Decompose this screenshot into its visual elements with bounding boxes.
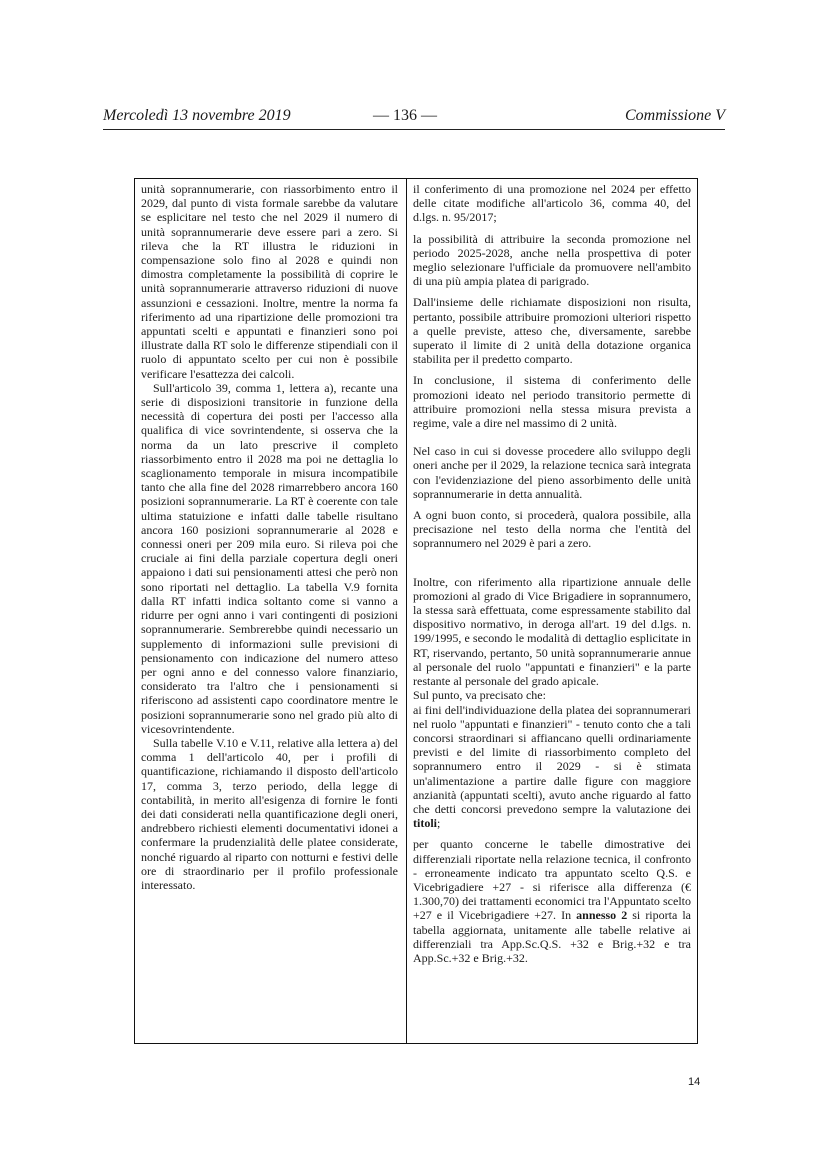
right-paragraph: A ogni buon conto, si procederà, qualora possibile, alla precisazione nel testo della norma che l'entità del soprannumero nel 2029 è pari a zero.: [413, 508, 691, 551]
right-paragraph: il conferimento di una promozione nel 2024 per effetto delle citate modifiche all'articolo 36, comma 40, del d.lgs. n. 95/2017;: [413, 182, 691, 225]
right-column: [413, 182, 691, 972]
left-paragraph: unità soprannumerarie, con riassorbimento entro il 2029, dal punto di vista formale sarebbe da valutare se esplicitare nel testo che nel 2029 il numero di unità soprannumerarie deve essere pari a zero. Si rileva che la RT illustra le riduzioni in compensazione solo fino al 2028 e quindi non dimostra completamente la possibilità di coprire le unità soprannumerarie attraverso riduzioni di nuove assunzioni e cessazioni. Inoltre, mentre la norma fa riferimento ad una ripartizione delle promozioni tra appuntati scelti e appuntati e finanzieri sono poi illustrate dalla RT solo le differenze stipendiali con il ruolo di appuntato scelto per cui non è possibile verificare l'esattezza dei calcoli.: [141, 182, 398, 381]
punctuation: ;: [437, 816, 441, 831]
header-rule: [103, 129, 725, 130]
bold-term-annesso: annesso 2: [576, 908, 628, 923]
column-divider: [406, 179, 407, 1043]
left-paragraph: Sulla tabelle V.10 e V.11, relative alla lettera a) del comma 1 dell'articolo 40, per i profili di quantificazione, richiamando il disposto dell'articolo 17, comma 3, terzo periodo, della legge di contabilità, in merito all'esigenza di fornire le fonti dei dati considerati nella quantificazione degli oneri, andrebbero richiesti elementi documentativi idonei a confermare la prudenzialità delle platee considerate, nonché riguardo al riparto con notturni e festivi delle ore di straordinario per il profilo professionale interessato.: [141, 735, 398, 892]
right-paragraph-text: per quanto concerne le tabelle dimostrative dei differenziali riportate nella relazione tecnica, il confronto - erroneamente indicato tra appuntato scelto Q.S. e Vicebrigadiere +27 - si riferisce alla differenza (€ 1.300,70) dei trattamenti economici tra l'Appuntato scelto +27 e il Vicebrigadiere +27. In: [413, 837, 691, 923]
page-header: [103, 107, 725, 131]
header-page-number: — 136 —: [373, 107, 437, 124]
right-paragraph: In conclusione, il sistema di conferimento delle promozioni ideato nel periodo transitorio permette di attribuire promozioni nella stessa misura prevista a regime, vale a dire nel massimo di 2 unità.: [413, 373, 691, 431]
right-paragraph: [413, 837, 691, 965]
right-paragraph: la possibilità di attribuire la seconda promozione nel periodo 2025-2028, anche nella prospettiva di poter meglio selezionare l'ufficiale da promuovere nell'ambito di una più ampia platea di parigrado.: [413, 231, 691, 289]
left-column: [141, 182, 398, 892]
header-date: Mercoledì 13 novembre 2019: [103, 107, 291, 124]
bold-term-titoli: titoli: [413, 816, 437, 831]
right-paragraph-text: si riporta la tabella aggiornata, unitamente alle tabelle relative ai differenziali tra App.Sc.Q.S. +32 e Brig.+32 e tra App.Sc.+32 e Brig.+32.: [413, 908, 692, 965]
right-paragraph: Sul punto, va precisato che:: [413, 688, 546, 703]
right-paragraph: [413, 703, 691, 831]
page-footer-number: 14: [688, 1076, 701, 1088]
right-paragraph: Nel caso in cui si dovesse procedere allo sviluppo degli oneri anche per il 2029, la relazione tecnica sarà integrata con l'evidenziazione del pieno assorbimento delle unità soprannumerarie in detta annualità.: [413, 444, 691, 501]
right-paragraph: Dall'insieme delle richiamate disposizioni non risulta, pertanto, possibile attribuire promozioni ulteriori rispetto a quelle previste, atteso che, diversamente, sarebbe superato il limite di 2 unità della dotazione organica stabilita per il predetto comparto.: [413, 295, 691, 367]
two-column-table: [134, 178, 698, 1044]
left-paragraph: Sull'articolo 39, comma 1, lettera a), recante una serie di disposizioni transitorie in funzione della necessità di copertura dei posti per l'accesso alla qualifica di vice sovrintendente, si osserva che la norma da un lato prescrive il completo riassorbimento entro il 2028 ma poi ne dettaglia lo scaglionamento temporale in misura incompatibile tanto che alla fine del 2028 rimarrebbero ancora 160 posizioni soprannumerarie. La RT è coerente con tale ultima statuizione e infatti dalle tabelle risultano ancora 160 posizioni soprannumerarie al 2028 e connessi oneri per 209 mila euro. Si rileva poi che cruciale ai fini della parziale copertura degli oneri appaiono i dati sui pensionamenti attesi che però non sono riportati nel dettaglio. La tabella V.9 fornita dalla RT infatti indica soltanto come si vanno a ridurre per ogni anno i vari contingenti di posizioni soprannumerarie. Sembrerebbe quindi necessario un supplemento di informazioni sulle previsioni di pensionamento con indicazione del numero atteso per ogni anno e del connesso valore finanziario, considerato tra l'altro che i pensionamenti si riferiscono ad assistenti capo coordinatore mentre le posizioni soprannumerarie sono nel grado più alto di vicesovrintendente.: [141, 380, 398, 736]
right-paragraph-text: ai fini dell'individuazione della platea dei soprannumerari nel ruolo "appuntati e finanzieri" - tenuto conto che a tali concorsi straordinari si affiancano quelli ordinariamente previsti e del limite di riassorbimento completo del soprannumero entro il 2029 - si è stimata un'alimentazione a partire dalle figure con maggiore anzianità (appuntati scelti), avuto anche riguardo al fatto che detti concorsi prevedono sempre la valutazione dei: [413, 702, 691, 816]
header-commission: Commissione V: [625, 107, 725, 124]
right-paragraph: Inoltre, con riferimento alla ripartizione annuale delle promozioni al grado di Vice Brigadiere in soprannumero, la stessa sarà effettuata, come espressamente stabilito dal dispositivo normativo, in deroga all'art. 19 del d.lgs. n. 199/1995, e secondo le modalità di dettaglio esplicitate in RT, riservando, pertanto, 50 unità soprannumerarie annue al personale del ruolo "appuntati e finanzieri" e la parte restante al personale del grado apicale.: [413, 574, 691, 689]
